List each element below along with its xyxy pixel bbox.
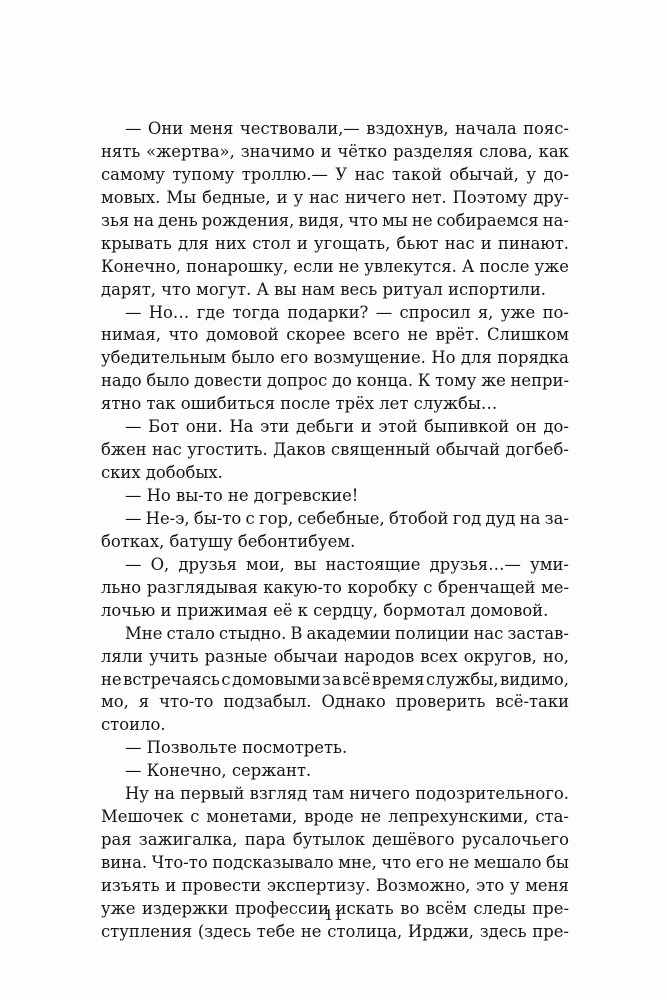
text-line: — Но… где тогда подарки? — спросил я, уже по- bbox=[125, 302, 569, 322]
text-line: вина. Что-то подсказывало мне, что его не мешало бы bbox=[101, 853, 569, 872]
text-line: дарят, что могут. А вы нам весь ритуал испортили. bbox=[101, 279, 546, 299]
text-line: рая зажигалка, пара бутылок дешёвого русалочьего bbox=[101, 830, 569, 850]
text-line: Мешочек с монетами, вроде не лепрехунскими, ста- bbox=[101, 807, 569, 827]
text-line: — Но вы-то не догревские! bbox=[125, 486, 359, 505]
text-line: надо было довести допрос до конца. К тому же непри- bbox=[101, 371, 569, 391]
text-line: нимая, что домовой скорее всего не врёт. Слишком bbox=[101, 325, 569, 345]
text-line: стоило. bbox=[101, 715, 166, 735]
text-line: уже издержки профессии искать во всём следы пре- bbox=[101, 898, 569, 918]
text-line: лочью и прижимая её к сердцу, бормотал домовой. bbox=[101, 600, 549, 620]
page-number: 11 bbox=[323, 906, 344, 924]
text-line: ступления (здесь тебе не столица, Ирджи, здесь пре- bbox=[101, 921, 569, 941]
text-line: нять «жертва», значимо и чётко разделяя слова, как bbox=[101, 141, 569, 161]
text-line: самому тупому троллю.— У нас такой обычай, у до- bbox=[101, 164, 569, 184]
text-line: — Они меня чествовали,— вздохнув, начала пояс- bbox=[125, 119, 569, 138]
body-text bbox=[101, 118, 569, 944]
text-line: крывать для них стол и угощать, бьют нас и пинают. bbox=[101, 233, 569, 253]
text-line: — Не-э, бы-то с гор, себебные, бтобой год дуд на за- bbox=[125, 508, 569, 528]
text-line: изъять и провести экспертизу. Возможно, это у меня bbox=[101, 875, 569, 895]
text-line: боткax, батушу бебонтибуем. bbox=[101, 531, 356, 551]
text-line: не встречаясь с домовыми за всё время службы, видимо, bbox=[101, 669, 569, 689]
text-line: мо, я что-то подзабыл. Однако проверить всё-таки bbox=[101, 692, 569, 712]
text-line: — Конечно, сержант. bbox=[125, 761, 312, 781]
text-line: — О, друзья мои, вы настоящие друзья…— уми- bbox=[125, 554, 569, 574]
text-line: зья на день рождения, видя, что мы не собираемся на- bbox=[101, 210, 569, 230]
text-line: Ну на первый взгляд там ничего подозрительного. bbox=[125, 784, 569, 804]
text-line: — Бот они. На эти дебьги и этой быпивкой он до- bbox=[125, 417, 569, 437]
text-line: ляли учить разные обычаи народов всех округов, но, bbox=[101, 646, 569, 666]
text-line: мовых. Мы бедные, и у нас ничего нет. Поэтому дру- bbox=[101, 187, 569, 207]
text-line: ских добобых. bbox=[101, 463, 223, 483]
text-line: льно разглядывая какую-то коробку с бренчащей ме- bbox=[101, 577, 569, 597]
text-line: Конечно, понарошку, если не увлекутся. А после уже bbox=[101, 256, 569, 276]
text-line: бжен нас угостить. Даков священный обычай догбеб- bbox=[101, 440, 569, 460]
text-line: убедительным было его возмущение. Но для порядка bbox=[101, 348, 569, 368]
text-line: Мне стало стыдно. В академии полиции нас застав- bbox=[125, 623, 569, 643]
text-line: ятно так ошибиться после трёх лет службы… bbox=[101, 394, 498, 414]
text-line: — Позвольте посмотреть. bbox=[125, 738, 348, 758]
